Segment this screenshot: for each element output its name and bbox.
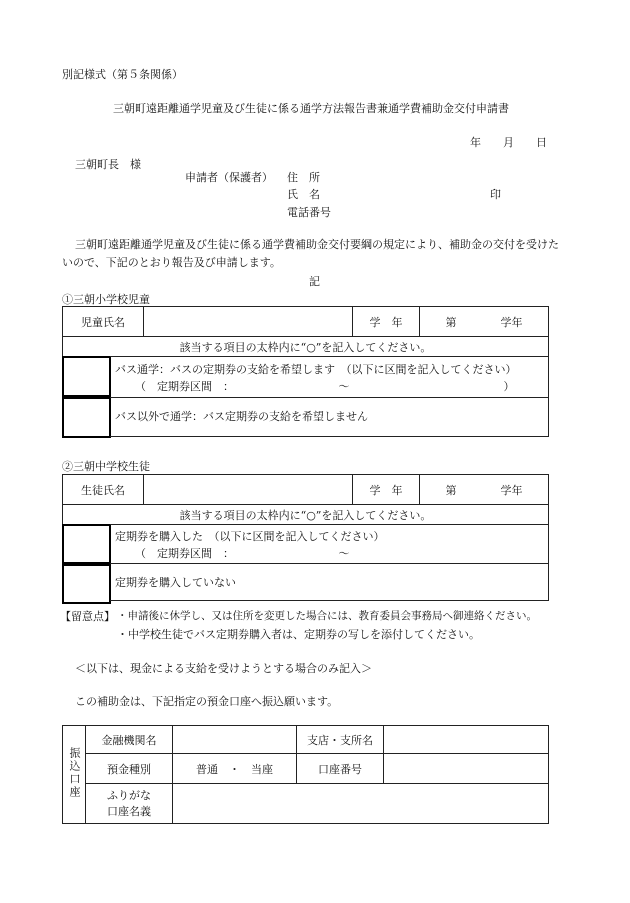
date-year: 年 <box>470 136 481 149</box>
junior-option2-checkbox[interactable] <box>62 562 111 604</box>
notes-label: 【留意点】 <box>60 610 115 623</box>
addressee: 三朝町長 様 <box>75 158 141 171</box>
date-month: 月 <box>503 136 514 149</box>
elementary-option1-checkbox[interactable] <box>62 356 111 399</box>
holder-label: 口座名義 <box>107 804 151 818</box>
note-1: ・申請後に休学し、又は住所を変更した場合には、教育委員会事務局へ御連絡ください。 <box>117 610 537 622</box>
bank-side-label-cell <box>63 726 86 824</box>
bank-side-label: 振込口座 <box>68 747 81 799</box>
junior-table <box>62 474 549 525</box>
cash-request: この補助金は、下記指定の預金口座へ振込願います。 <box>75 695 339 708</box>
date-day: 日 <box>536 136 547 149</box>
cash-notice: ＜以下は、現金による支給を受けようとする場合のみ記入＞ <box>75 662 372 675</box>
document-title: 三朝町遠距離通学児童及び生徒に係る通学方法報告書兼通学費補助金交付申請書 <box>113 102 509 115</box>
junior-option1-line2: （ 定期券区間 ： ～ <box>135 547 350 560</box>
junior-name-field[interactable] <box>144 475 353 505</box>
elementary-heading: ①三朝小学校児童 <box>62 293 150 306</box>
branch-label: 支店・支所名 <box>297 726 384 754</box>
name-label: 氏 名 <box>287 188 320 201</box>
elementary-name-field[interactable] <box>144 307 353 337</box>
paragraph-line-1: 三朝町遠距離通学児童及び生徒に係る通学費補助金交付要綱の規定により、補助金の交付を受けた <box>75 238 559 251</box>
elementary-instruction: 該当する項目の太枠内に“○”を記入してください。 <box>63 337 549 357</box>
elementary-table <box>62 306 549 357</box>
account-type-label: 預金種別 <box>86 754 173 784</box>
junior-option2-label: 定期券を購入していない <box>115 576 236 589</box>
junior-name-label: 生徒氏名 <box>63 475 144 505</box>
elementary-option1-line2: （ 定期券区間 ： ～ ） <box>135 380 515 393</box>
account-number-field[interactable] <box>384 754 549 784</box>
elementary-grade-value[interactable]: 第 学年 <box>420 307 549 337</box>
seal-mark: 印 <box>490 188 501 201</box>
junior-option1-line1: 定期券を購入した （以下に区間を記入してください） <box>115 530 385 543</box>
note-2: ・中学校生徒でバス定期券購入者は、定期券の写しを添付してください。 <box>117 628 480 641</box>
ki-mark: 記 <box>309 275 320 288</box>
bank-table <box>62 725 549 824</box>
elementary-option1-line1: バス通学：バスの定期券の支給を希望します （以下に区間を記入してください） <box>115 363 517 376</box>
elementary-name-label: 児童氏名 <box>63 307 144 337</box>
account-type-value[interactable]: 普通 ・ 当座 <box>173 754 297 784</box>
paragraph-line-2: いので、下記のとおり報告及び申請します。 <box>62 256 281 269</box>
institution-label: 金融機関名 <box>86 726 173 754</box>
account-number-label: 口座番号 <box>297 754 384 784</box>
form-label: 別記様式（第５条関係） <box>62 68 183 81</box>
junior-heading: ②三朝中学校生徒 <box>62 460 150 473</box>
junior-grade-label: 学 年 <box>353 475 420 505</box>
holder-field[interactable] <box>173 784 549 824</box>
address-label: 住 所 <box>287 171 320 184</box>
branch-field[interactable] <box>384 726 549 754</box>
holder-label-cell <box>86 784 173 824</box>
applicant-label: 申請者（保護者） <box>185 171 273 184</box>
junior-option1-checkbox[interactable] <box>62 524 111 566</box>
elementary-grade-label: 学 年 <box>353 307 420 337</box>
elementary-option2-checkbox[interactable] <box>62 395 111 438</box>
elementary-option2-label: バス以外で通学：バス定期券の支給を希望しません <box>115 410 368 423</box>
junior-grade-value[interactable]: 第 学年 <box>420 475 549 505</box>
furigana-label: ふりがな <box>107 788 151 802</box>
phone-label: 電話番号 <box>287 206 331 219</box>
junior-instruction: 該当する項目の太枠内に“○”を記入してください。 <box>63 505 549 525</box>
institution-field[interactable] <box>173 726 297 754</box>
